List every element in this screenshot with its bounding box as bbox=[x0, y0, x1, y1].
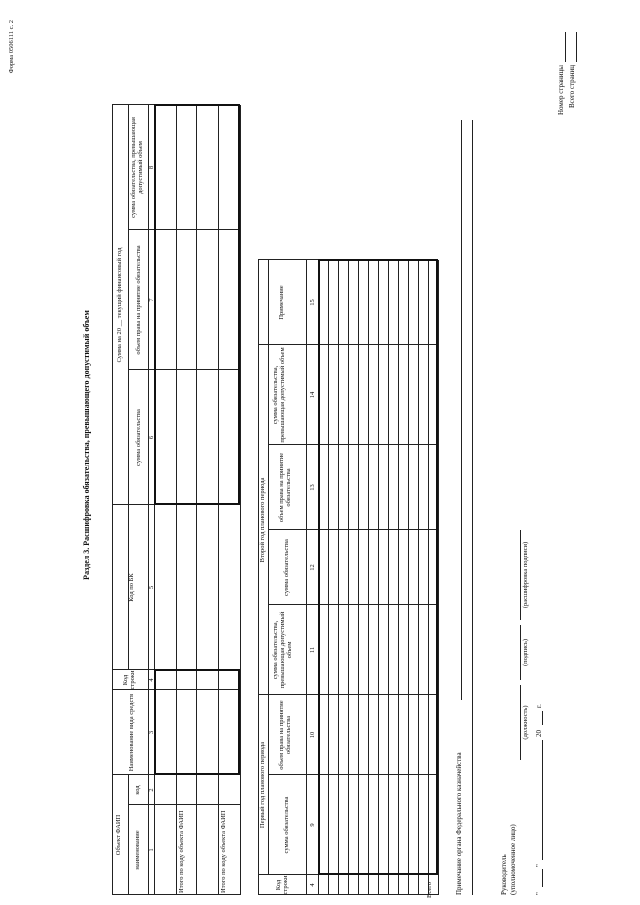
treasury-note-label: Примечание органа Федерального казначейства bbox=[455, 752, 463, 895]
col-number: 2 bbox=[148, 788, 155, 792]
col-number: 9 bbox=[309, 823, 316, 827]
head-label: Руководитель bbox=[500, 854, 508, 895]
row-label: Итого по коду объекта ФАИП bbox=[220, 810, 227, 893]
note-header: Примечание bbox=[278, 285, 285, 320]
head-sub-label: (уполномоченное лицо) bbox=[509, 824, 517, 895]
date-quote-close: " bbox=[535, 864, 543, 867]
obligation-sum-header: сумма обязательства bbox=[283, 796, 290, 854]
funds-type-header: Наименование вида средств bbox=[128, 693, 135, 772]
excess-sum-header: сумма обязательства, превышающая допустимый объем bbox=[130, 117, 144, 218]
col-number: 11 bbox=[309, 646, 316, 654]
first-year-header: Первый год планового периода bbox=[259, 741, 266, 829]
date-quote-open: " bbox=[535, 892, 543, 895]
accepted-rights-header: объем права на принятие обязательства bbox=[278, 700, 292, 770]
date-year: 20 bbox=[535, 730, 543, 737]
row-code-header: Код строки bbox=[122, 670, 136, 690]
row-label: Итого по коду объекта ФАИП bbox=[178, 810, 185, 893]
row-code-header: Код строки bbox=[275, 875, 289, 895]
thick-box-left bbox=[154, 669, 240, 775]
col-number: 8 bbox=[148, 165, 155, 170]
total-pages-label: Всего страниц bbox=[568, 65, 576, 109]
bk-code-header: Код по БК bbox=[128, 573, 135, 602]
col-number: 3 bbox=[148, 730, 155, 735]
excess-sum-header: сумма обязательства, превышающая допустимый объем bbox=[272, 347, 286, 443]
form-code: Форма 0506111 с. 2 bbox=[8, 20, 15, 74]
obligation-sum-header: сумма обязательства bbox=[283, 539, 290, 596]
col-number: 1 bbox=[148, 848, 155, 852]
page-number-label: Номер страницы bbox=[557, 65, 565, 116]
col-number: 12 bbox=[309, 564, 316, 571]
col-number: 15 bbox=[309, 299, 316, 306]
col-number: 4 bbox=[309, 883, 316, 887]
excess-sum-header: сумма обязательства, превышающая допустимый объем bbox=[272, 611, 293, 689]
col-number: 13 bbox=[309, 484, 316, 491]
col-number: 14 bbox=[309, 391, 316, 399]
signature-caption: (подпись) bbox=[522, 639, 529, 666]
col-number: 5 bbox=[148, 585, 155, 590]
col-number: 6 bbox=[148, 435, 155, 440]
thick-box-right bbox=[154, 104, 240, 505]
total-label: Всего bbox=[426, 882, 433, 898]
decode-caption: (расшифровка подписи) bbox=[522, 541, 529, 609]
accepted-rights-header: объем права на принятие обязательства bbox=[135, 245, 142, 355]
col-number: 4 bbox=[148, 678, 155, 682]
date-g: г. bbox=[535, 704, 543, 708]
col-number: 10 bbox=[309, 731, 316, 739]
code-header: код bbox=[134, 785, 141, 795]
section-title: Раздел 3. Расшифровка обязательства, превышающего допустимый объем bbox=[82, 310, 91, 580]
position-caption: (должность) bbox=[522, 705, 529, 740]
col-number: 7 bbox=[148, 298, 155, 302]
thick-box-bottom bbox=[318, 259, 438, 875]
current-year-header: Сумма на 20 __ текущий финансовый год bbox=[116, 247, 123, 363]
faip-object-header: Объект ФАИП bbox=[115, 814, 122, 856]
second-year-header: Второй год планового периода bbox=[259, 477, 266, 563]
accepted-rights-header: объем права на принятие обязательства bbox=[278, 452, 292, 523]
name-header: наименование bbox=[134, 830, 141, 870]
obligation-sum-header: сумма обязательства bbox=[135, 409, 142, 466]
